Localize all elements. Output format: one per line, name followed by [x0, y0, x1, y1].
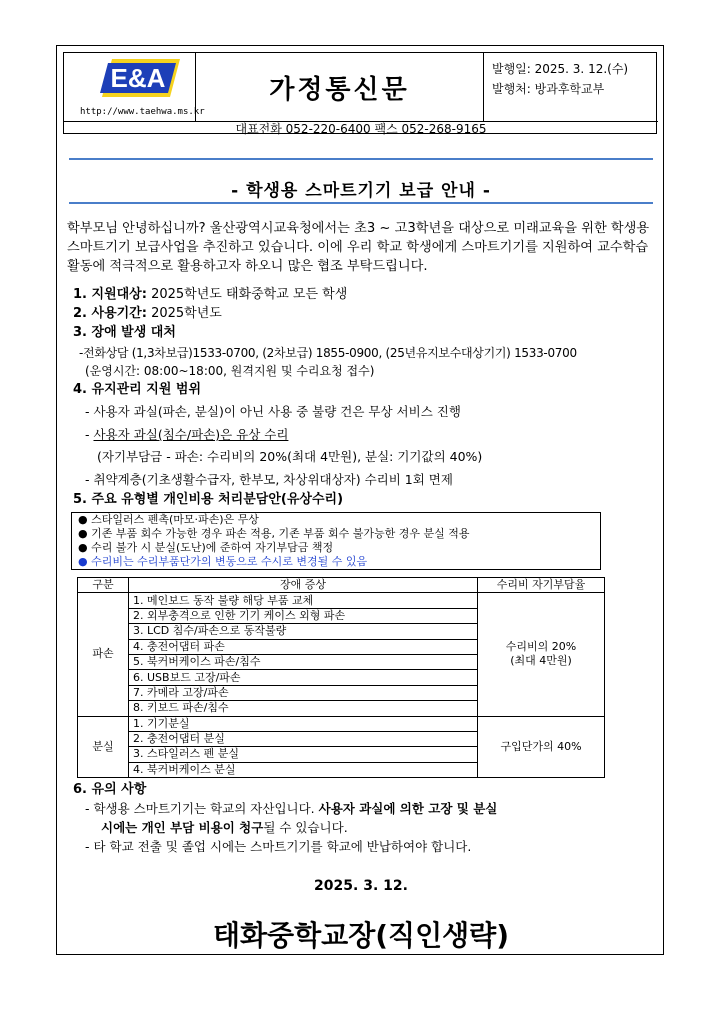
symptom-cell: 3. 스타일러스 펜 분실 — [129, 747, 478, 762]
symptom-cell: 2. 외부충격으로 인한 기기 케이스 외형 파손 — [129, 608, 478, 623]
table-row — [78, 593, 605, 608]
symptom-cell: 5. 북커버케이스 파손/침수 — [129, 654, 478, 669]
category-damage: 파손 — [78, 593, 129, 716]
symptom-cell: 4. 충전어댑터 파손 — [129, 639, 478, 654]
school-url[interactable]: http://www.taehwa.ms.kr — [80, 107, 205, 117]
caution-bold: 사용자 과실에 의한 고장 및 분실 — [318, 801, 498, 816]
symptom-cell: 8. 키보드 파손/침수 — [129, 701, 478, 716]
section-1-label: 1. 지원대상: — [73, 287, 147, 302]
notice-box — [71, 512, 601, 570]
issuer: 발행처: 방과후학교부 — [492, 82, 605, 96]
school-logo — [64, 53, 196, 109]
col-header-category: 구분 — [78, 578, 129, 593]
caution-line-1 — [85, 800, 497, 818]
paid-repair-text: 사용자 과실(침수/파손)은 유상 수리 — [93, 427, 289, 442]
symptom-cell: 1. 메인보드 동작 불량 해당 부품 교체 — [129, 593, 478, 608]
notice-item: ● 수리 불가 시 분실(도난)에 준하여 자기부담금 책정 — [78, 541, 334, 554]
paid-repair-line: - 사용자 과실(침수/파손)은 유상 수리 — [85, 427, 289, 442]
rate-loss: 구입단가의 40% — [478, 716, 605, 778]
symptom-cell: 6. USB보드 고장/파손 — [129, 670, 478, 685]
category-loss: 분실 — [78, 716, 129, 778]
section-1 — [73, 286, 347, 304]
caution-bold: 시에는 개인 부담 비용이 청구 — [101, 820, 264, 835]
caution-line-3: - 타 학교 전출 및 졸업 시에는 스마트기기를 학교에 반납하여야 합니다. — [85, 839, 472, 854]
deductible-line: (자기부담금 - 파손: 수리비의 20%(최대 4만원), 분실: 기기값의 40%) — [97, 449, 483, 464]
rate-damage — [478, 593, 605, 716]
logo-cell — [64, 53, 205, 121]
caution-text: - 학생용 스마트기기는 학교의 자산입니다. — [85, 801, 319, 816]
section-5-label: 5. 주요 유형별 개인비용 처리분담안(유상수리) — [73, 492, 344, 507]
rate-damage-line1: 수리비의 20% — [505, 640, 577, 654]
notice-date: 2025. 3. 12. — [314, 878, 408, 894]
rate-damage-line2: (최대 4만원) — [510, 654, 572, 668]
contact-info: 대표전화 052-220-6400 팩스 052-268-9165 — [64, 121, 658, 136]
section-2 — [73, 305, 222, 323]
exemption-line: - 취약계층(기초생활수급자, 한부모, 차상위대상자) 수리비 1회 면제 — [85, 472, 453, 487]
divider-bottom — [69, 202, 653, 204]
symptom-cell: 3. LCD 침수/파손으로 동작불량 — [129, 624, 478, 639]
symptom-cell: 2. 충전어댑터 분실 — [129, 731, 478, 746]
col-header-symptom: 장애 증상 — [129, 578, 478, 593]
section-2-value: 2025학년도 — [146, 306, 222, 321]
fee-table — [77, 577, 605, 778]
document-page — [56, 45, 664, 955]
logo-text: E&A — [110, 63, 166, 93]
symptom-cell: 4. 북커버케이스 분실 — [129, 762, 478, 777]
section-3-label: 3. 장애 발생 대처 — [73, 325, 176, 340]
symptom-cell: 1. 기기분실 — [129, 716, 478, 731]
caution-text: 될 수 있습니다. — [263, 820, 348, 835]
page-title: 가정통신문 — [196, 53, 484, 121]
document-title: - 학생용 스마트기기 보급 안내 - — [231, 181, 491, 201]
section-2-label: 2. 사용기간: — [73, 306, 147, 321]
notice-item-highlight: ● 수리비는 수리부품단가의 변동으로 수시로 변경될 수 있음 — [78, 555, 368, 568]
publication-info — [484, 53, 658, 121]
intro-paragraph: 학부모님 안녕하십니까? 울산광역시교육청에서는 초3 ~ 고3학년을 대상으로 미래교육을 위한 학생용 스마트기기 보급사업을 추진하고 있습니다. 이에 우리 학교 학생에게 스마트기기를 지원하여 교수학습 활동에 적극적으로 활용하고자 하오니 많은 협조 부탁드립니다. — [67, 221, 650, 274]
divider-top — [69, 158, 653, 160]
notice-item: ● 스타일러스 펜촉(마모·파손)은 무상 — [78, 513, 259, 526]
table-header-row — [78, 578, 605, 593]
issue-date: 발행일: 2025. 3. 12.(수) — [492, 62, 629, 76]
col-header-rate: 수리비 자기부담율 — [478, 578, 605, 593]
section-6-label: 6. 유의 사항 — [73, 782, 147, 797]
section-1-value: 2025학년도 태화중학교 모든 학생 — [146, 287, 348, 302]
section-4-label: 4. 유지관리 지원 범위 — [73, 382, 202, 397]
notice-item: ● 기존 부품 회수 가능한 경우 파손 적용, 기존 부품 회수 불가능한 경우 분실 적용 — [78, 527, 470, 540]
free-service-line: - 사용자 과실(파손, 분실)이 아닌 사용 중 불량 건은 무상 서비스 진행 — [85, 404, 461, 419]
support-hours-line: (운영시간: 08:00~18:00, 원격지원 및 수리요청 접수) — [85, 364, 375, 378]
support-phone-line: -전화상담 (1,3차보급)1533-0700, (2차보급) 1855-0900, (25년유지보수대상기기) 1533-0700 — [79, 346, 577, 360]
letterhead — [63, 52, 657, 134]
symptom-cell: 7. 카메라 고장/파손 — [129, 685, 478, 700]
table-row — [78, 716, 605, 731]
principal-signature: 태화중학교장(직인생략) — [212, 919, 510, 952]
caution-line-2 — [101, 819, 348, 837]
